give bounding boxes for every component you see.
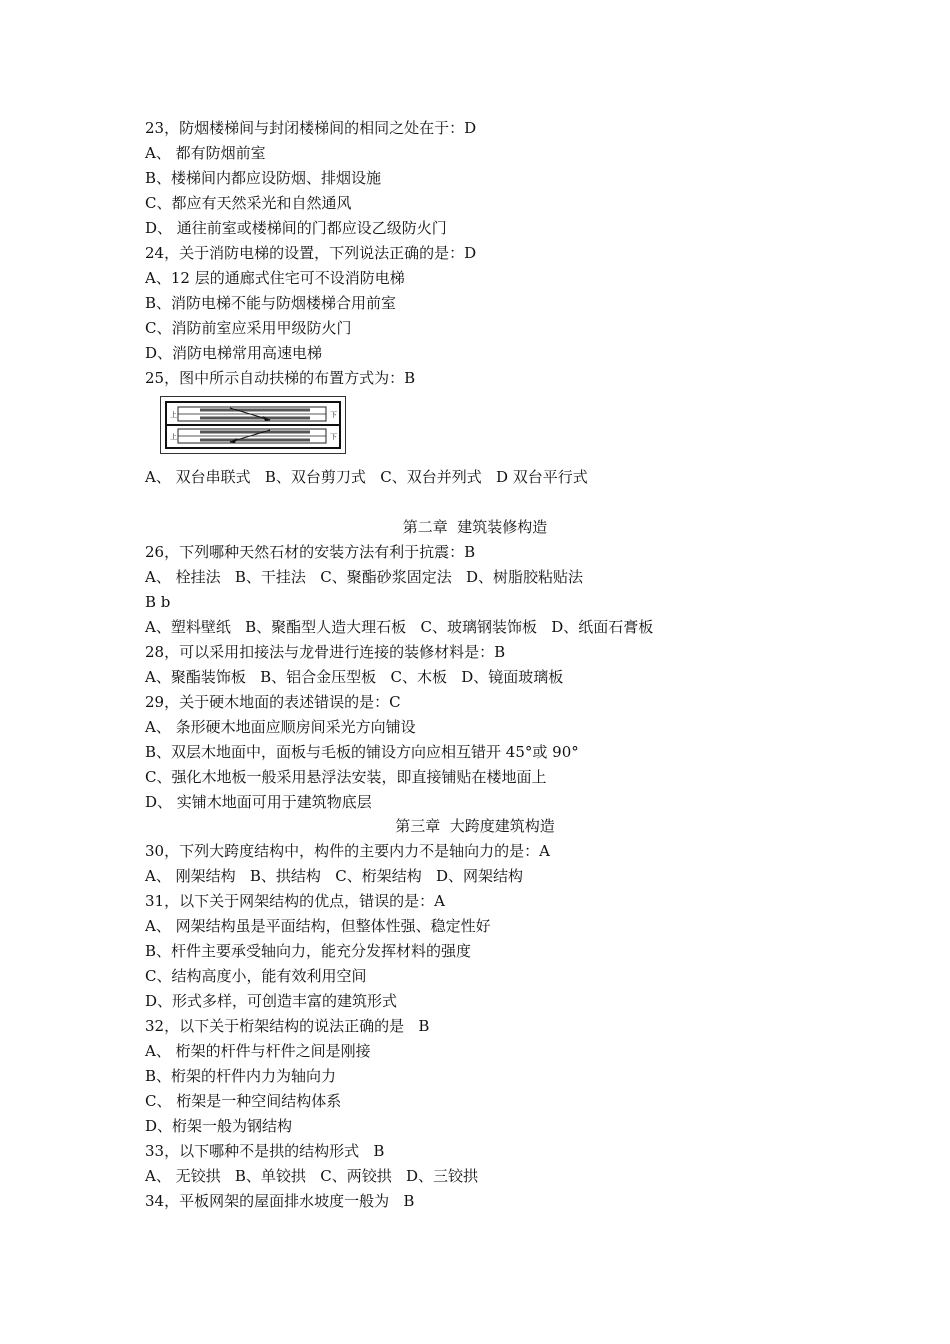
option-line: A、 都有防烟前室 bbox=[145, 144, 266, 162]
option-line: B、杆件主要承受轴向力，能充分发挥材料的强度 bbox=[145, 942, 472, 960]
option-line: D、形式多样，可创造丰富的建筑形式 bbox=[145, 992, 398, 1010]
option-line: D、消防电梯常用高速电梯 bbox=[145, 344, 323, 362]
question-33: 33，以下哪种不是拱的结构形式 B bbox=[145, 1142, 385, 1160]
option-line: C、结构高度小，能有效利用空间 bbox=[145, 967, 367, 985]
option-line: D、桁架一般为钢结构 bbox=[145, 1117, 293, 1135]
svg-text:下: 下 bbox=[330, 433, 337, 441]
option-line: A、聚酯装饰板 B、铝合金压型板 C、木板 D、镜面玻璃板 bbox=[145, 668, 564, 686]
option-line: C、强化木地板一般采用悬浮法安装，即直接铺贴在楼地面上 bbox=[145, 768, 547, 786]
question-29: 29，关于硬木地面的表述错误的是：C bbox=[145, 693, 401, 711]
escalator-diagram bbox=[160, 396, 346, 454]
option-line: A、 桁架的杆件与杆件之间是刚接 bbox=[145, 1042, 371, 1060]
option-line: A、 刚架结构 B、拱结构 C、桁架结构 D、网架结构 bbox=[145, 867, 524, 885]
chapter-3-heading: 第三章 大跨度建筑构造 bbox=[395, 817, 555, 835]
question-25: 25，图中所示自动扶梯的布置方式为：B bbox=[145, 369, 416, 387]
question-31: 31，以下关于网架结构的优点，错误的是：A bbox=[145, 892, 445, 910]
question-26: 26，下列哪种天然石材的安装方法有利于抗震：B bbox=[145, 543, 476, 561]
option-line: A、 栓挂法 B、干挂法 C、聚酯砂浆固定法 D、树脂胶粘贴法 bbox=[145, 568, 584, 586]
option-line: C、都应有天然采光和自然通风 bbox=[145, 194, 352, 212]
option-line: B、楼梯间内都应设防烟、排烟设施 bbox=[145, 169, 382, 187]
option-line: A、 网架结构虽是平面结构，但整体性强、稳定性好 bbox=[145, 917, 491, 935]
option-line: B、双层木地面中，面板与毛板的铺设方向应相互错开 45°或 90° bbox=[145, 743, 579, 761]
question-32: 32，以下关于桁架结构的说法正确的是 B bbox=[145, 1017, 430, 1035]
svg-text:上: 上 bbox=[170, 433, 177, 441]
option-line: B、桁架的杆件内力为轴向力 bbox=[145, 1067, 337, 1085]
question-34: 34，平板网架的屋面排水坡度一般为 B bbox=[145, 1192, 415, 1210]
option-line: A、 条形硬木地面应顺房间采光方向铺设 bbox=[145, 718, 416, 736]
question-28: 28，可以采用扣接法与龙骨进行连接的装修材料是：B bbox=[145, 643, 506, 661]
svg-text:下: 下 bbox=[330, 411, 337, 419]
option-line: D、 实铺木地面可用于建筑物底层 bbox=[145, 793, 372, 811]
option-line: B、消防电梯不能与防烟楼梯合用前室 bbox=[145, 294, 397, 312]
chapter-2-heading: 第二章 建筑装修构造 bbox=[402, 518, 548, 536]
option-line: A、12 层的通廊式住宅可不设消防电梯 bbox=[145, 269, 405, 287]
question-27-fragment: B b bbox=[145, 593, 171, 611]
option-line: D、 通往前室或楼梯间的门都应设乙级防火门 bbox=[145, 219, 447, 237]
option-line: C、消防前室应采用甲级防火门 bbox=[145, 319, 352, 337]
option-line: A、 无铰拱 B、单铰拱 C、两铰拱 D、三铰拱 bbox=[145, 1167, 479, 1185]
option-line: A、塑料壁纸 B、聚酯型人造大理石板 C、玻璃钢装饰板 D、纸面石膏板 bbox=[145, 618, 654, 636]
svg-text:上: 上 bbox=[170, 411, 177, 419]
question-30: 30，下列大跨度结构中，构件的主要内力不是轴向力的是：A bbox=[145, 842, 550, 860]
question-23: 23，防烟楼梯间与封闭楼梯间的相同之处在于：D bbox=[145, 119, 477, 137]
question-24: 24，关于消防电梯的设置，下列说法正确的是：D bbox=[145, 244, 477, 262]
question-25-options: A、 双台串联式 B、双台剪刀式 C、双台并列式 D 双台平行式 bbox=[145, 468, 588, 486]
option-line: C、 桁架是一种空间结构体系 bbox=[145, 1092, 342, 1110]
